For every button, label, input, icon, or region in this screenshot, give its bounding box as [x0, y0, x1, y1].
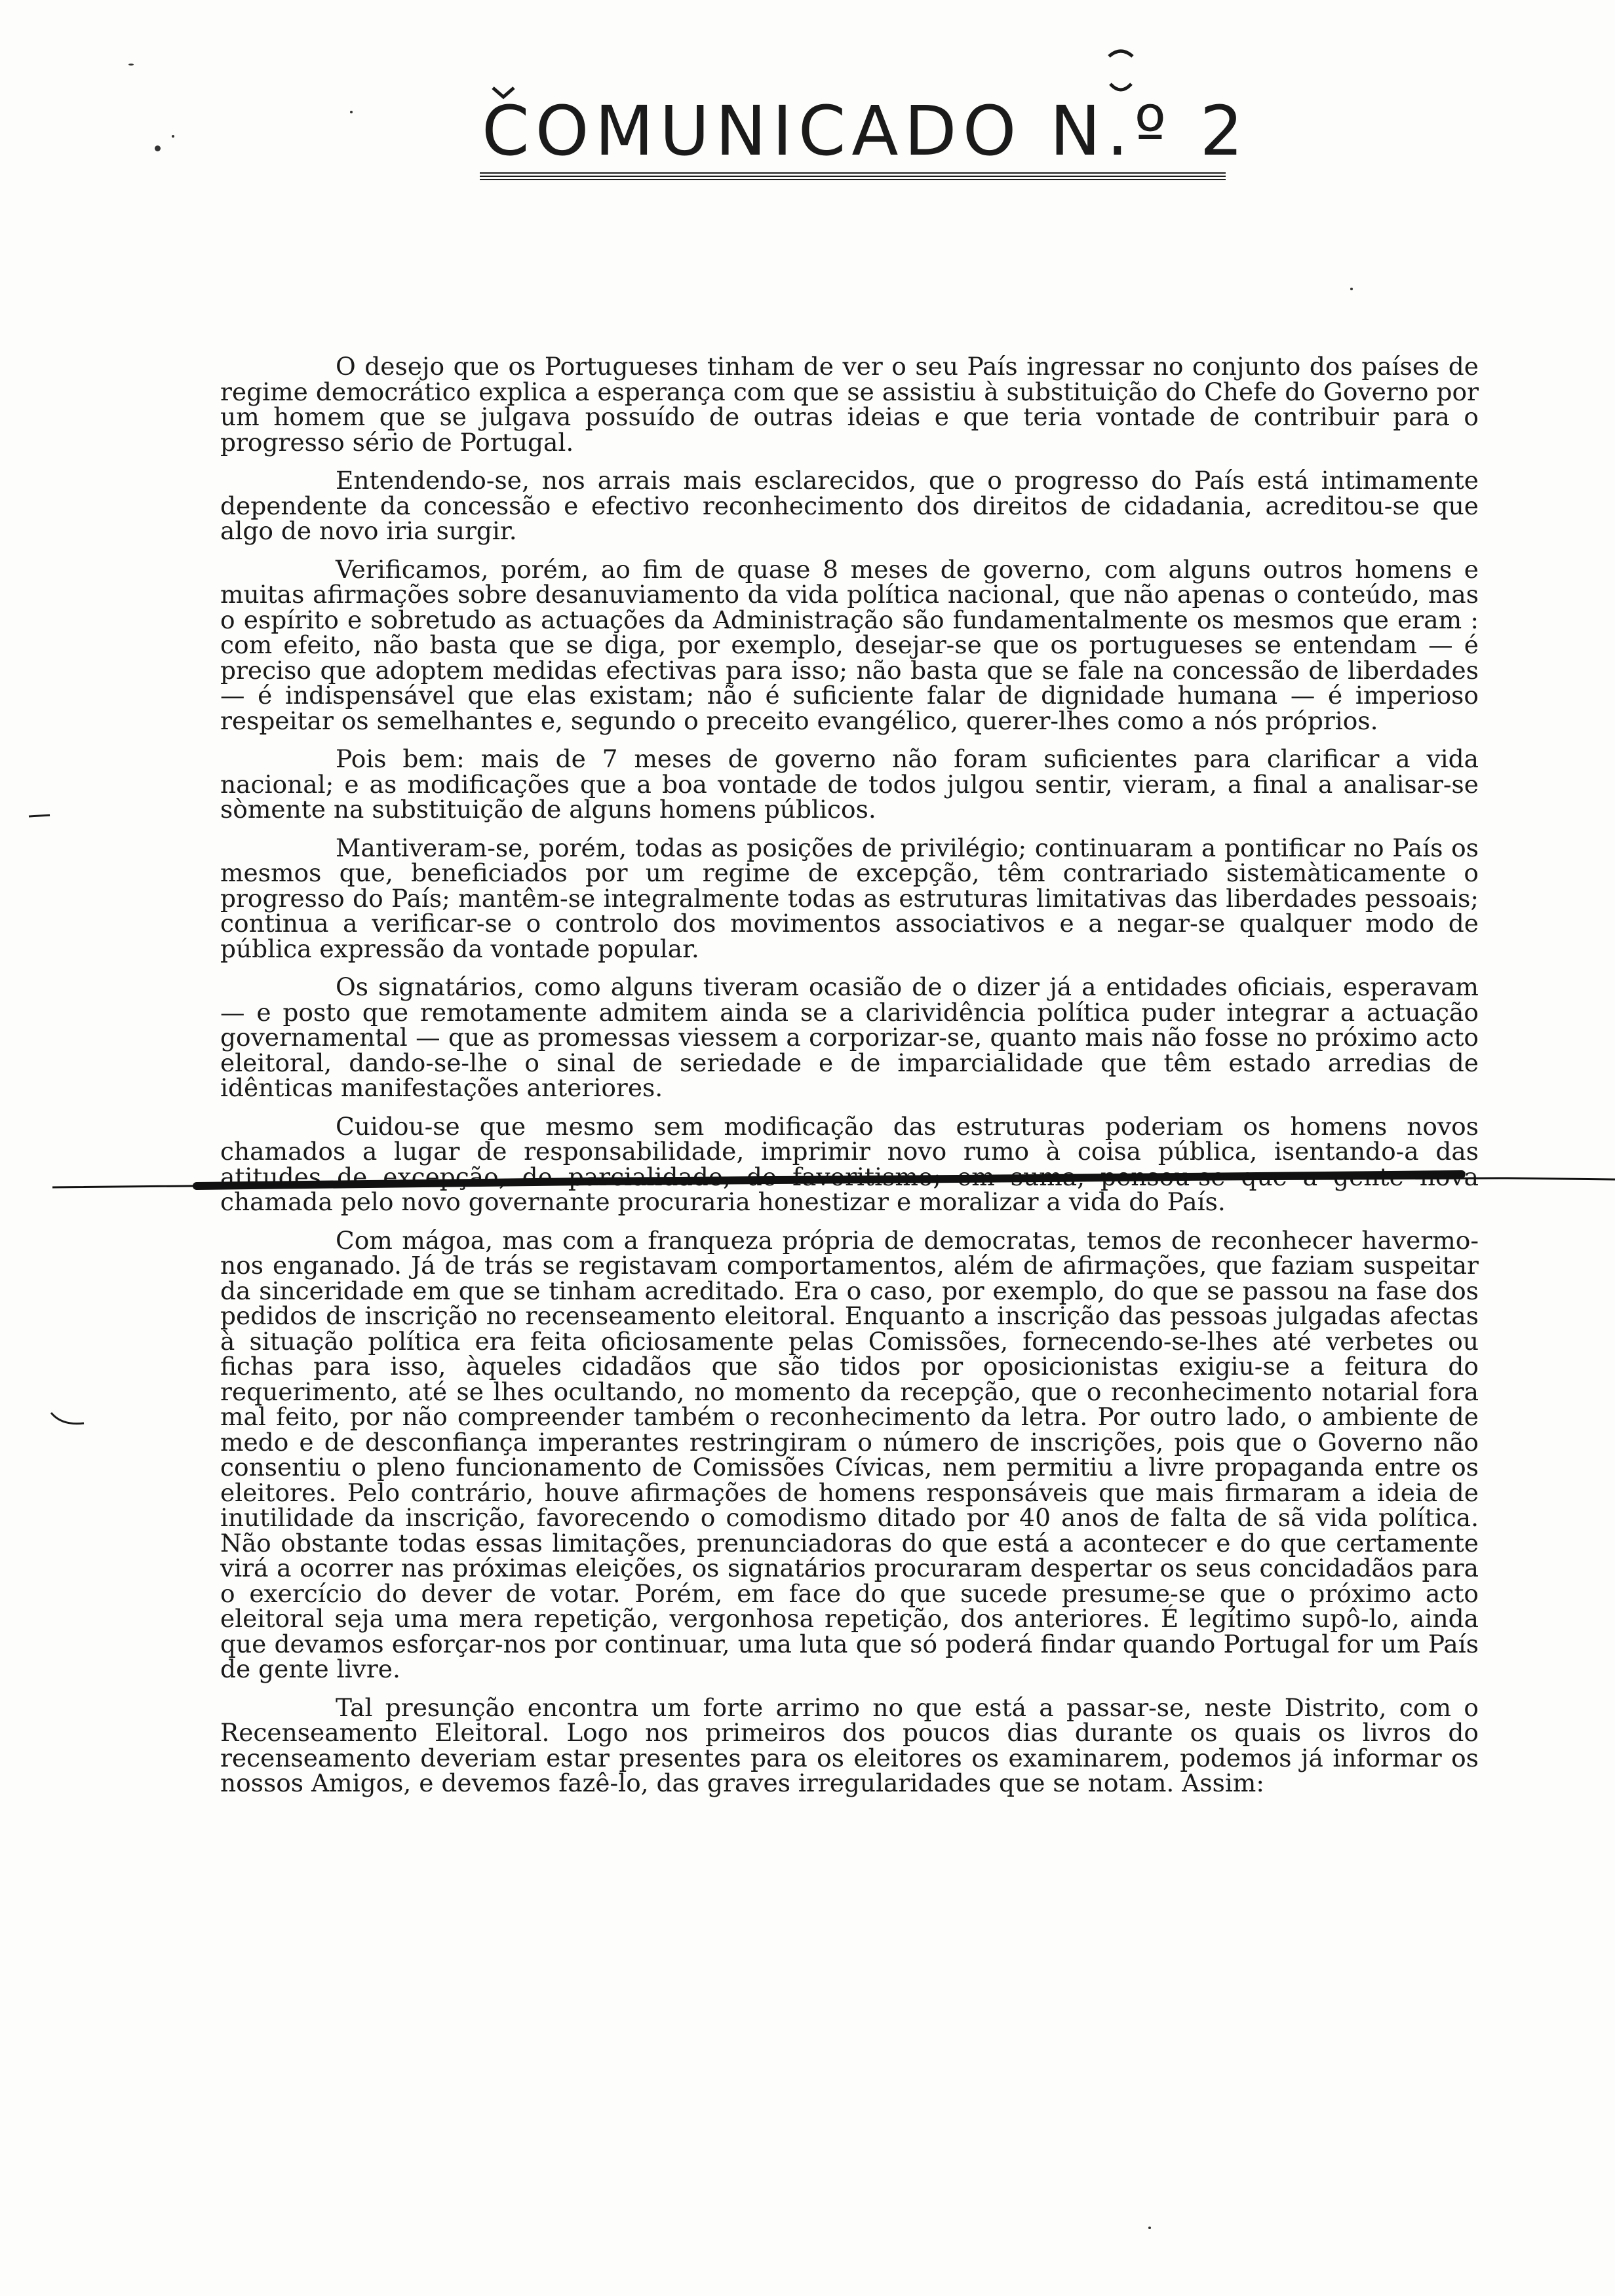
paragraph-6: Os signatários, como alguns tiveram ocasião de o dizer já a entidades oficiais, esperavam — e posto que remotamente admitem ainda se a clarividência política puder integrar a actuação governamental — que as promessas viessem a corporizar-se, quanto mais não fosse no próximo acto eleitoral, dando-se-lhe o sinal de seriedade e de imparcialidade que têm estado arredias de idênticas manifestações anteriores.	[220, 972, 1479, 1102]
paragraph-2: Entendendo-se, nos arrais mais esclarecidos, que o progresso do País está intimamente dependente da concessão e efectivo reconhecimento dos direitos de cidadania, acreditou-se que algo de novo iria surgir.	[220, 466, 1479, 545]
speck-mark	[172, 135, 174, 138]
speck-mark	[155, 145, 161, 151]
paragraph-9: Tal presunção encontra um forte arrimo no que está a passar-se, neste Distrito, com o Recenseamento Eleitoral. Logo nos primeiros dos poucos dias durante os quais os livros do recenseamento deveriam estar presentes para os eleitores os examinarem, podemos já informar os nossos Amigos, e devemos fazê-lo, das graves irregularidades que se notam. Assim:	[220, 1693, 1479, 1797]
speck-mark	[1350, 288, 1353, 290]
paragraph-4: Pois bem: mais de 7 meses de governo não foram suficientes para clarificar a vida nacional; e as modificações que a boa vontade de todos julgou sentir, vieram, a final a analisar-se sòmente na substituição de alguns homens públicos.	[220, 744, 1479, 824]
document-body	[220, 354, 1479, 1809]
speck-mark	[1148, 2227, 1151, 2229]
title-underline	[480, 172, 1226, 181]
speck-mark	[128, 64, 134, 66]
speck-mark	[350, 111, 353, 113]
paragraph-8: Com mágoa, mas com a franqueza própria de democratas, temos de reconhecer havermo-nos enganado. Já de trás se registavam comportamentos, além de afirmações, que faziam suspeitar da sinceridade em que se tinham acreditado. Era o caso, por exemplo, do que se passou na fase dos pedidos de inscrição no recenseamento eleitoral. Enquanto a inscrição das pessoas julgadas afectas à situação política era feita oficiosamente pelas Comissões, fornecendo-se-lhes até verbetes ou fichas para isso, àqueles cidadãos que são tidos por oposicionistas exigiu-se a feitura do requerimento, até se lhes ocultando, no momento da recepção, que o reconhecimento notarial fora mal feito, por não compreender também o reconhecimento da letra. Por outro lado, o ambiente de medo e de desconfiança imperantes restringiram o número de inscrições, pois que o Governo não consentiu o pleno funcionamento de Comissões Cívicas, nem permitiu a livre propaganda entre os eleitores. Pelo contrário, houve afirmações de homens responsáveis que mais firmaram a ideia de inutilidade da inscrição, favorecendo o comodismo ditado por 40 anos de falta de sã vida política. Não obstante todas essas limitações, prenunciadoras do que está a acontecer e do que certamente virá a ocorrer nas próximas eleições, os signatários procuraram despertar os seus concidadãos para o exercício do dever de votar. Porém, em face do que sucede presume-se que o próximo acto eleitoral seja uma mera repetição, vergonhosa repetição, dos anteriores. É legítimo supô-lo, ainda que devamos esforçar-nos por continuar, uma luta que só poderá findar quando Portugal for um País de gente livre.	[220, 1225, 1479, 1683]
paragraph-7: Cuidou-se que mesmo sem modificação das estruturas poderiam os homens novos chamados a lugar de responsabilidade, imprimir novo rumo à coisa pública, isentando-a das atitudes de excepção, de parcialidade, de favoritismo; em suma, pensou-se que a gente nova chamada pelo novo governante procuraria honestizar e moralizar a vida do País.	[220, 1111, 1479, 1216]
margin-tick-mark	[49, 1409, 88, 1435]
paragraph-3: Verificamos, porém, ao fim de quase 8 meses de governo, com alguns outros homens e muitas afirmações sobre desanuviamento da vida política nacional, que não apenas o conteúdo, mas o espírito e sobretudo as actuações da Administração são fundamentalmente os mesmos que eram : com efeito, não basta que se diga, por exemplo, desejar-se que os portugueses se entendam — é preciso que adoptem medidas efectivas para isso; não basta que se fale na concessão de liberdades — é indispensável que elas existam; não é suficiente falar de dignidade humana — é imperioso respeitar os semelhantes e, segundo o preceito evangélico, querer-lhes como a nós próprios.	[220, 554, 1479, 735]
paragraph-5: Mantiveram-se, porém, todas as posições de privilégio; continuaram a pontificar no País os mesmos que, beneficiados por um regime de excepção, têm contrariado sistemàticamente o progresso do País; mantêm-se integralmente todas as estruturas limitativas das liberdades pessoais; continua a verificar-se o controlo dos movimentos associativos e a negar-se qualquer modo de pública expressão da vontade popular.	[220, 833, 1479, 963]
document-title: COMUNICADO N.º 2	[482, 91, 1249, 171]
margin-tick-mark	[26, 807, 52, 820]
paragraph-1: O desejo que os Portugueses tinham de ver o seu País ingressar no conjunto dos países de regime democrático explica a esperança com que se assistiu à substituição do Chefe do Governo por um homem que se julgava possuído de outras ideias e que teria vontade de contribuir para o progresso sério de Portugal.	[220, 352, 1479, 457]
